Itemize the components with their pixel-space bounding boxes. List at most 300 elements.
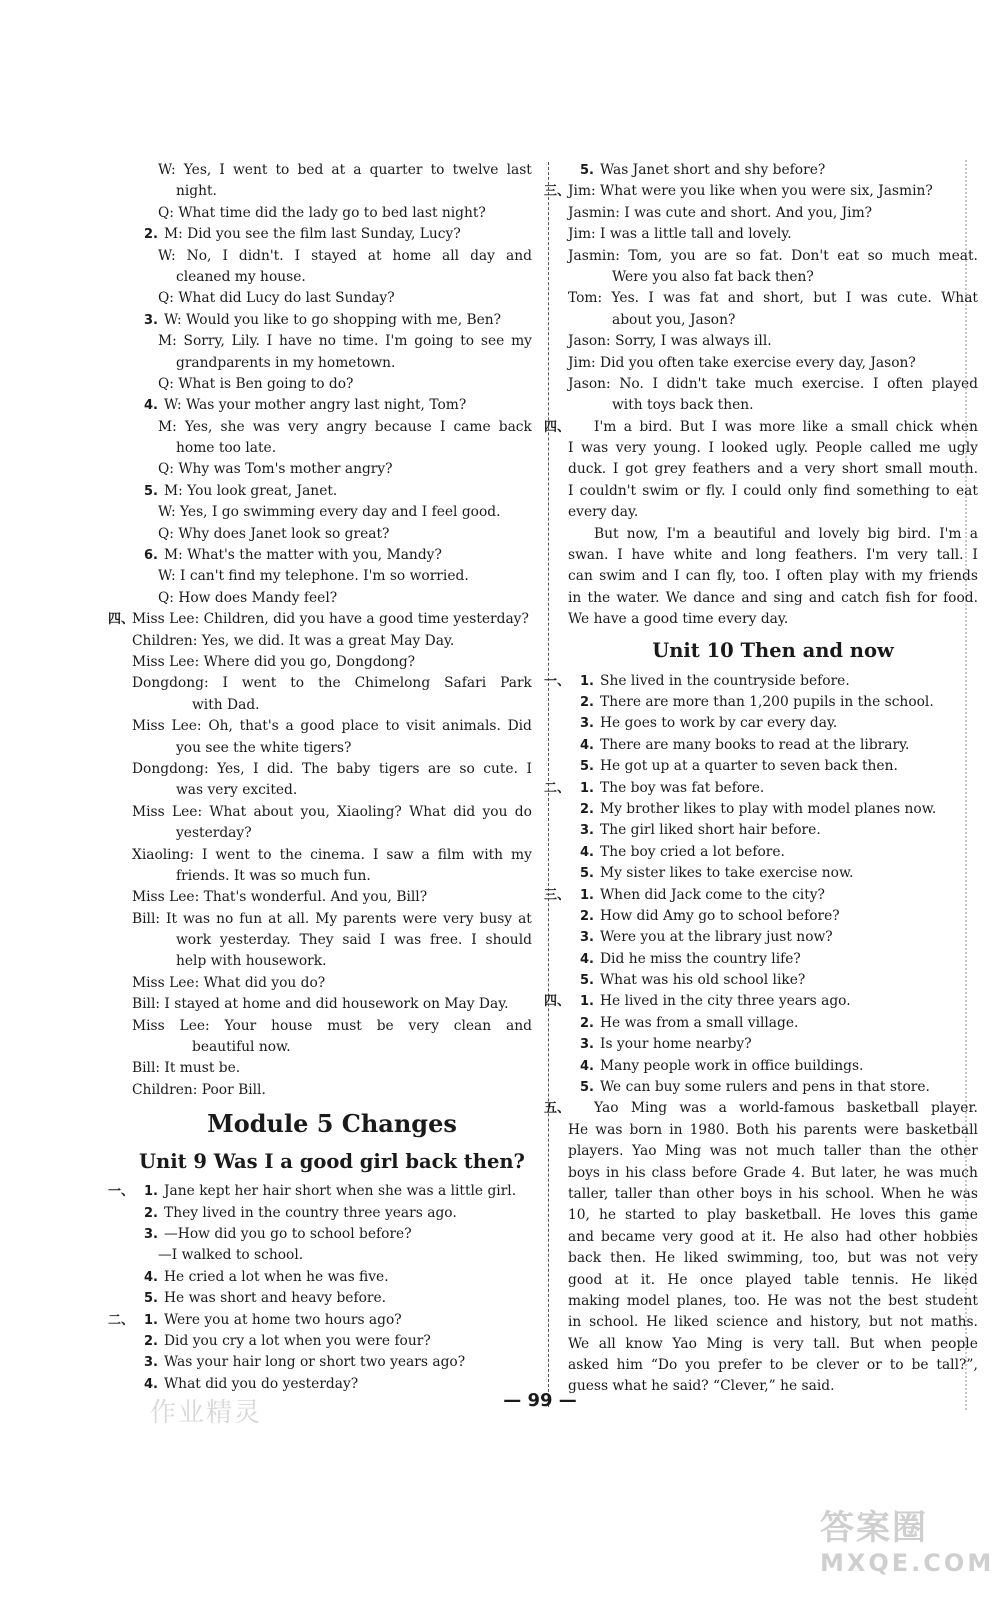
line-text: There are more than 1,200 pupils in the school.: [600, 693, 934, 710]
left-lines: [108, 160, 532, 1101]
line-text: Children: Poor Bill.: [132, 1081, 266, 1098]
word: very: [443, 910, 474, 927]
word: but: [869, 1314, 893, 1331]
word: do: [514, 803, 532, 820]
word: small: [851, 418, 889, 435]
text-line: [132, 459, 532, 480]
text-line: [132, 823, 532, 844]
word: Grade: [743, 1164, 786, 1181]
line-text: guess what he said? “Clever,” he said.: [568, 1378, 835, 1395]
text-line: [568, 1120, 978, 1141]
word: parents: [343, 910, 397, 927]
word: not: [915, 1250, 939, 1267]
word: too.: [733, 1292, 761, 1309]
word: Lily.: [231, 333, 260, 350]
text-line: [132, 288, 532, 309]
word: water.: [616, 589, 660, 606]
word: I: [568, 440, 574, 457]
word: Dongdong:: [132, 675, 209, 692]
text-line: [132, 1331, 532, 1352]
word: 1980.: [689, 1121, 730, 1138]
text-line: [132, 1267, 532, 1288]
word: than: [869, 1143, 901, 1160]
text-line: [568, 545, 978, 566]
line-text: What did you do yesterday?: [164, 1375, 359, 1392]
line-text: We have a good time every day.: [568, 611, 789, 628]
item-number: 2.: [580, 801, 594, 817]
word: other: [696, 1185, 734, 1202]
word: No.: [619, 375, 644, 392]
word: place: [341, 718, 379, 735]
word: 10,: [568, 1207, 590, 1224]
line-text: Did you cry a lot when you were four?: [164, 1332, 431, 1349]
word: planes,: [676, 1292, 727, 1309]
word: to: [935, 482, 950, 499]
text-line: [568, 459, 978, 480]
line-text: We can buy some rulers and pens in that store.: [600, 1079, 930, 1096]
word: My: [315, 910, 338, 927]
word: friends: [928, 568, 978, 585]
line-text: Miss Lee: That's wonderful. And you, Bill?: [132, 889, 428, 906]
word: I: [201, 846, 208, 863]
word: Ming: [706, 1335, 743, 1352]
line-text: Jim: Did you often take exercise every day, Jason?: [568, 354, 916, 371]
word: my: [511, 846, 532, 863]
line-text: How did Amy go to school before?: [600, 907, 840, 924]
word: to: [385, 718, 400, 735]
word: I: [652, 375, 658, 392]
text-line: [568, 203, 978, 224]
text-line: [568, 756, 978, 777]
word: much: [776, 1143, 816, 1160]
text-line: [568, 310, 978, 331]
word: not: [828, 1292, 852, 1309]
text-line: [132, 395, 532, 416]
word: Yes,: [184, 418, 213, 435]
line-text: When did Jack come to the city?: [600, 886, 825, 903]
word: eat: [837, 247, 860, 264]
word: clever: [816, 1357, 860, 1374]
text-line: [132, 652, 532, 673]
word: be: [376, 1017, 394, 1034]
word: Both: [736, 1121, 770, 1138]
word: duck.: [568, 461, 607, 478]
word: at: [518, 910, 532, 927]
text-line: [568, 267, 978, 288]
word: a: [835, 418, 844, 435]
word: tennis.: [851, 1271, 899, 1288]
word: born: [629, 1121, 663, 1138]
word: good: [699, 1228, 735, 1245]
word: my: [901, 568, 923, 585]
item-number: 5.: [580, 866, 594, 882]
text-line: [568, 502, 978, 523]
line-text: They lived in the country three years ago.: [164, 1204, 457, 1221]
word: I: [222, 675, 228, 692]
text-line: [132, 1058, 532, 1079]
item-number: 3.: [580, 716, 594, 732]
word: very: [773, 1335, 804, 1352]
word: when: [940, 418, 978, 435]
text-line: [568, 566, 978, 587]
word: asked: [568, 1357, 609, 1374]
word: baby: [336, 760, 371, 777]
word: other: [940, 1143, 978, 1160]
text-line: [544, 778, 978, 799]
word: then.: [610, 1250, 646, 1267]
word: basketball: [846, 1100, 919, 1117]
word: table: [803, 1271, 840, 1288]
text-line: [132, 438, 532, 459]
word: the: [279, 846, 303, 863]
text-line: [568, 1355, 978, 1376]
line-text: Jason: Sorry, I was always ill.: [568, 333, 772, 350]
word: other: [878, 1228, 917, 1245]
word: I'm: [866, 547, 889, 564]
text-line: [568, 1141, 978, 1162]
word: very: [804, 461, 836, 478]
word: Safari: [444, 675, 487, 692]
line-text: with Dad.: [192, 696, 260, 713]
item-number: 3.: [580, 823, 594, 839]
word: time.: [342, 333, 379, 350]
text-line: [132, 802, 532, 823]
word: could: [743, 482, 782, 499]
item-number: 5.: [580, 973, 594, 989]
word: player.: [931, 1100, 978, 1117]
text-line: [132, 1224, 532, 1245]
line-text: help with housework.: [176, 953, 327, 970]
line-text: Q: What is Ben going to do?: [158, 375, 354, 392]
item-number: 3.: [144, 1226, 158, 1242]
word: The: [301, 760, 329, 777]
word: a: [353, 162, 362, 178]
word: white: [673, 547, 713, 564]
word: when: [883, 1335, 922, 1352]
line-text: Is your home nearby?: [600, 1036, 752, 1053]
text-line: [132, 417, 532, 438]
word: got: [625, 461, 648, 478]
word: and: [741, 589, 768, 606]
text-line: [568, 524, 978, 545]
line-text: about you, Jason?: [612, 311, 736, 328]
word: once: [699, 1271, 734, 1288]
text-line: [108, 609, 532, 630]
text-line: [568, 1334, 978, 1355]
text-line: [568, 1248, 978, 1269]
word: a: [969, 525, 978, 542]
word: boys: [568, 1164, 601, 1181]
word: small: [884, 461, 923, 478]
word: know: [625, 1335, 663, 1352]
word: went: [241, 675, 277, 692]
word: Sorry,: [183, 333, 225, 350]
word: ugly: [948, 440, 978, 457]
left-column: [108, 160, 532, 1395]
word: a: [285, 718, 294, 735]
word: back: [498, 418, 532, 435]
word: stayed: [311, 247, 357, 264]
text-line: [544, 671, 978, 692]
word: or: [684, 482, 700, 499]
word: so: [459, 760, 475, 777]
text-line: [568, 1291, 978, 1312]
text-line: [568, 353, 978, 374]
word: to: [430, 162, 445, 178]
word: with: [864, 568, 896, 585]
word: No,: [186, 247, 212, 264]
word: in: [568, 1314, 582, 1331]
word: He: [654, 1250, 676, 1267]
word: feathers: [692, 461, 751, 478]
item-number: 3.: [144, 1355, 158, 1371]
line-text: Miss Lee: Where did you go, Dongdong?: [132, 653, 416, 670]
word: couldn't: [579, 482, 637, 499]
line-text: Was your hair long or short two years ago?: [164, 1354, 466, 1371]
text-line: [132, 716, 532, 737]
line-text: There are many books to read at the library.: [600, 736, 910, 753]
unit10-title: Unit 10 Then and now: [652, 638, 894, 662]
word: clean: [453, 1017, 492, 1034]
line-text: Q: What did Lucy do last Sunday?: [158, 290, 395, 307]
word: taller: [823, 1143, 861, 1160]
line-text: Was Janet short and shy before?: [600, 162, 826, 178]
word: looked: [721, 440, 768, 457]
word: more: [759, 418, 796, 435]
word: swan.: [568, 547, 609, 564]
word: was: [394, 932, 422, 949]
word: his: [776, 1121, 797, 1138]
word: to: [769, 1357, 784, 1374]
word: 4.: [791, 1164, 806, 1181]
line-text: beautiful now.: [192, 1039, 291, 1056]
item-number: 3.: [580, 930, 594, 946]
text-line: [568, 735, 978, 756]
word: can: [568, 568, 593, 585]
unit9-answers: [108, 1181, 532, 1395]
text-line: [568, 927, 978, 948]
line-text: Miss Lee: Children, did you have a good time yesterday?: [132, 611, 529, 628]
text-line: [568, 588, 978, 609]
word: I: [612, 461, 619, 478]
word: free.: [430, 932, 463, 949]
word: short: [841, 461, 879, 478]
word: I: [379, 932, 386, 949]
word: W:: [158, 162, 176, 178]
word: loves: [859, 1207, 896, 1224]
section-marker: 一、: [544, 673, 571, 689]
word: I: [526, 760, 532, 777]
word: dance: [693, 589, 736, 606]
line-text: Children: Yes, we did. It was a great May Day.: [132, 632, 455, 649]
word: Miss: [132, 803, 165, 820]
word: this: [904, 1207, 931, 1224]
line-text: W: Was your mother angry last night, Tom?: [164, 397, 467, 414]
section-marker: 四、: [108, 612, 135, 628]
word: you,: [300, 803, 330, 820]
word: see: [480, 333, 505, 350]
word: at: [268, 910, 282, 927]
word: swimming,: [727, 1250, 804, 1267]
word: take: [715, 375, 746, 392]
line-text: Did he miss the country life?: [600, 950, 801, 967]
right-lines: [544, 160, 978, 631]
word: with: [472, 846, 504, 863]
text-line: [544, 181, 978, 202]
word: the: [587, 589, 611, 606]
word: much: [891, 247, 931, 264]
word: Don't: [791, 247, 829, 264]
word: that's: [239, 718, 279, 735]
item-number: 2.: [580, 694, 594, 710]
word: Tom:: [568, 290, 603, 307]
word: a: [718, 1100, 727, 1117]
word: I: [711, 418, 718, 435]
word: often: [786, 568, 823, 585]
word: angry: [326, 418, 367, 435]
text-line: [568, 331, 978, 352]
word: I: [219, 162, 225, 178]
word: to: [889, 1357, 904, 1374]
word: Your: [224, 1017, 257, 1034]
word: Yes.: [611, 290, 640, 307]
text-line: [568, 1034, 978, 1055]
word: taller: [614, 1185, 653, 1202]
line-text: with toys back then.: [612, 397, 754, 414]
word: Jason:: [568, 375, 611, 392]
word: the: [858, 1292, 882, 1309]
word: Ming: [664, 1143, 702, 1160]
text-line: [132, 973, 532, 994]
word: best: [888, 1292, 918, 1309]
text-line: [568, 1056, 978, 1077]
text-line: [132, 502, 532, 523]
line-text: The girl liked short hair before.: [600, 822, 821, 839]
text-line: [568, 799, 978, 820]
word: have: [278, 333, 313, 350]
line-text: What was his old school like?: [600, 972, 806, 989]
word: and: [808, 589, 835, 606]
word: animals.: [442, 718, 501, 735]
word: When: [880, 1185, 921, 1202]
word: Yao: [631, 1143, 657, 1160]
word: at: [614, 1271, 629, 1288]
word: me: [919, 440, 941, 457]
text-line: [568, 906, 978, 927]
word: It: [166, 910, 177, 927]
word: in: [778, 1185, 793, 1202]
word: and: [784, 525, 811, 542]
text-line: [132, 673, 532, 694]
word: before: [692, 1164, 738, 1181]
text-line: [544, 417, 978, 438]
section-marker: 四、: [544, 419, 571, 435]
word: I: [568, 482, 574, 499]
word: have: [631, 547, 665, 564]
word: or: [866, 1357, 882, 1374]
word: all: [598, 1335, 616, 1352]
text-line: [108, 1181, 532, 1202]
word: I: [294, 247, 301, 264]
word: only: [787, 482, 818, 499]
text-line: [568, 1376, 978, 1397]
item-number: 1.: [580, 780, 594, 796]
word: work: [176, 932, 212, 949]
word: Miss: [132, 1017, 165, 1034]
word: said: [342, 932, 371, 949]
word: went: [215, 846, 250, 863]
text-line: [132, 545, 532, 566]
word: my: [511, 333, 532, 350]
word: making: [568, 1292, 620, 1309]
line-text: friends. It was so much fun.: [176, 867, 371, 884]
word: bird.: [897, 525, 931, 542]
text-line: [544, 1098, 978, 1119]
text-line: [132, 909, 532, 930]
line-text: every day.: [568, 504, 639, 521]
word: W:: [158, 247, 176, 264]
item-number: 1.: [580, 887, 594, 903]
item-number: 4.: [580, 1058, 594, 1074]
word: Ming: [630, 1100, 668, 1117]
word: often: [887, 375, 924, 392]
word: not: [745, 1143, 769, 1160]
word: no: [318, 333, 336, 350]
word: did: [453, 803, 476, 820]
word: taller,: [568, 1185, 609, 1202]
word: going: [414, 333, 454, 350]
word: called: [869, 440, 912, 457]
word: cinema.: [310, 846, 366, 863]
text-line: [568, 1205, 978, 1226]
word: But: [679, 418, 705, 435]
line-text: My sister likes to take exercise now.: [600, 865, 854, 882]
line-text: W: Yes, I go swimming every day and I feel good.: [158, 504, 501, 521]
word: was: [679, 1100, 707, 1117]
word: about: [253, 803, 294, 820]
text-line: [568, 1077, 978, 1098]
text-line: [132, 1288, 532, 1309]
line-text: Q: How does Mandy feel?: [158, 589, 338, 606]
text-line: [568, 713, 978, 734]
word: He: [830, 1207, 851, 1224]
word: He: [667, 1271, 688, 1288]
word: bird.: [639, 418, 673, 435]
word: tall.: [813, 1335, 841, 1352]
line-text: He got up at a quarter to seven back then.: [600, 758, 898, 775]
word: was: [709, 1143, 737, 1160]
word: in: [669, 1121, 683, 1138]
word: Oh,: [208, 718, 233, 735]
word: But: [849, 1335, 875, 1352]
text-line: [132, 994, 532, 1015]
word: What: [209, 803, 247, 820]
text-line: [568, 288, 978, 309]
line-text: Bill: I stayed at home and did housework on May Day.: [132, 996, 509, 1013]
word: were: [864, 1121, 899, 1138]
word: and: [727, 290, 754, 307]
text-line: [132, 224, 532, 245]
word: grey: [654, 461, 686, 478]
text-line: [132, 1352, 532, 1373]
word: his: [625, 1164, 646, 1181]
word: cute.: [897, 290, 932, 307]
text-line: [568, 970, 978, 991]
word: like: [802, 418, 829, 435]
word: had: [845, 1228, 872, 1245]
line-text: was very excited.: [176, 782, 298, 799]
word: to: [684, 1207, 698, 1224]
